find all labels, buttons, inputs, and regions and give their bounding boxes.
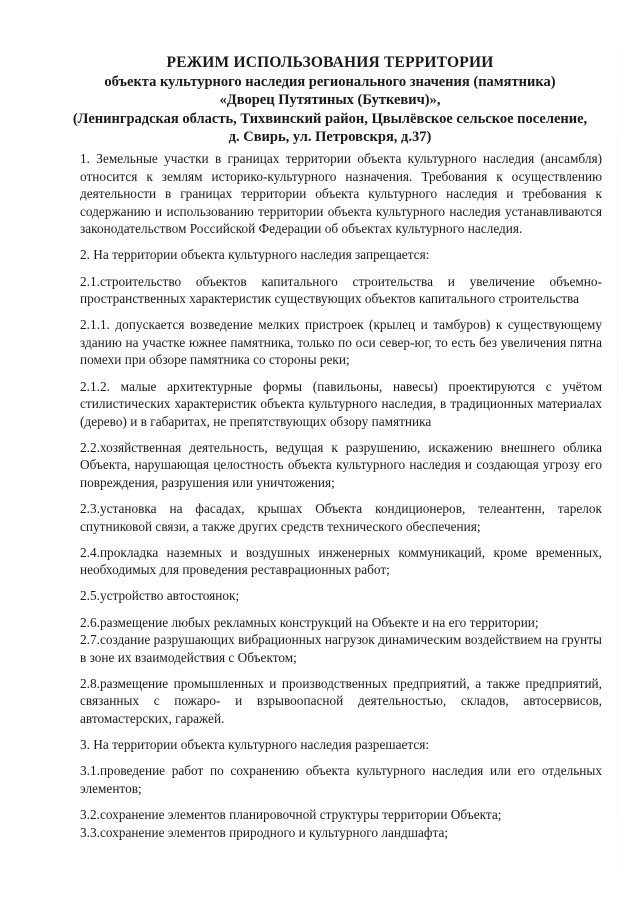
scan-edge-shadow xyxy=(617,0,618,905)
paragraph-2-2: 2.2.хозяйственная деятельность, ведущая к разрушению, искажению внешнего облика Объекта, нарушающая целостность объекта культурного наследия и создающая угрозу его повреждения, разрушения или уничтожения; xyxy=(80,439,602,490)
paragraph-2-1: 2.1.строительство объектов капитального строительства и увеличение объемно-пространственных характеристик существующих объектов капитального строительства xyxy=(80,273,602,307)
document-body xyxy=(80,150,602,850)
paragraph-3-2: 3.2.сохранение элементов планировочной структуры территории Объекта; xyxy=(80,806,502,822)
object-name: «Дворец Путятиных (Буткевич)», xyxy=(219,92,441,108)
paragraph-2-1-2: 2.1.2. малые архитектурные формы (павильоны, навесы) проектируются с учётом стилистических характеристик объекта культурного наследия, в традиционных материалах (дерево) и в габаритах, не препятствующих обзору памятника xyxy=(80,378,602,429)
paragraph-1: 1. Земельные участки в границах территории объекта культурного наследия (ансамбля) относится к землям историко-культурного назначения. Требования к осуществлению деятельности в границах территории объекта культурного наследия и требования к содержанию и использованию территории объекта культурного наследия устанавливаются законодательством Российской Федерации об объектах культурного наследия. xyxy=(80,151,602,237)
paragraph-2-3: 2.3.установка на фасадах, крышах Объекта кондиционеров, телеантенн, тарелок спутниковой связи, а также других средств технического обеспечения; xyxy=(80,501,602,534)
paragraph-2-7: 2.7.создание разрушающих вибрационных нагрузок динамическим воздействием на грунты в зоне их взаимодействия с Объектом; xyxy=(80,632,602,665)
paragraph-2-1-1: 2.1.1. допускается возведение мелких пристроек (крылец и тамбуров) к существующему зданию на участке южнее памятника, только по оси север-юг, то есть без увеличения пятна помехи при обзоре памятника со стороны реки; xyxy=(80,317,602,368)
object-location: (Ленинградская область, Тихвинский район, Цвылёвское сельское поселение, xyxy=(72,110,588,127)
paragraph-2-5: 2.5.устройство автостоянок; xyxy=(80,588,240,604)
paragraph-3: 3. На территории объекта культурного наследия разрешается: xyxy=(80,737,430,753)
document-title-block xyxy=(50,54,610,147)
paragraph-3-1: 3.1.проведение работ по сохранению объекта культурного наследия или его отдельных элементов; xyxy=(80,763,602,796)
paragraph-3-3: 3.3.сохранение элементов природного и культурного ландшафта; xyxy=(80,824,449,840)
document-title: РЕЖИМ ИСПОЛЬЗОВАНИЯ ТЕРРИТОРИИ xyxy=(166,54,494,71)
paragraph-2-4: 2.4.прокладка наземных и воздушных инженерных коммуникаций, кроме временных, необходимых для проведения реставрационных работ; xyxy=(80,544,602,578)
paragraph-2-8: 2.8.размещение промышленных и производственных предприятий, а также предприятий, связанных с пожаро- и взрывоопасной деятельностью, складов, автосервисов, автомастерских, гаражей. xyxy=(80,675,602,727)
paragraph-2-6: 2.6.размещение любых рекламных конструкций на Объекте и на его территории; xyxy=(80,614,539,630)
object-address: д. Свирь, ул. Петровскря, д.37) xyxy=(228,129,432,145)
object-description: объекта культурного наследия регионального значения (памятника) xyxy=(104,73,556,90)
paragraph-2: 2. На территории объекта культурного наследия запрещается: xyxy=(80,247,430,263)
